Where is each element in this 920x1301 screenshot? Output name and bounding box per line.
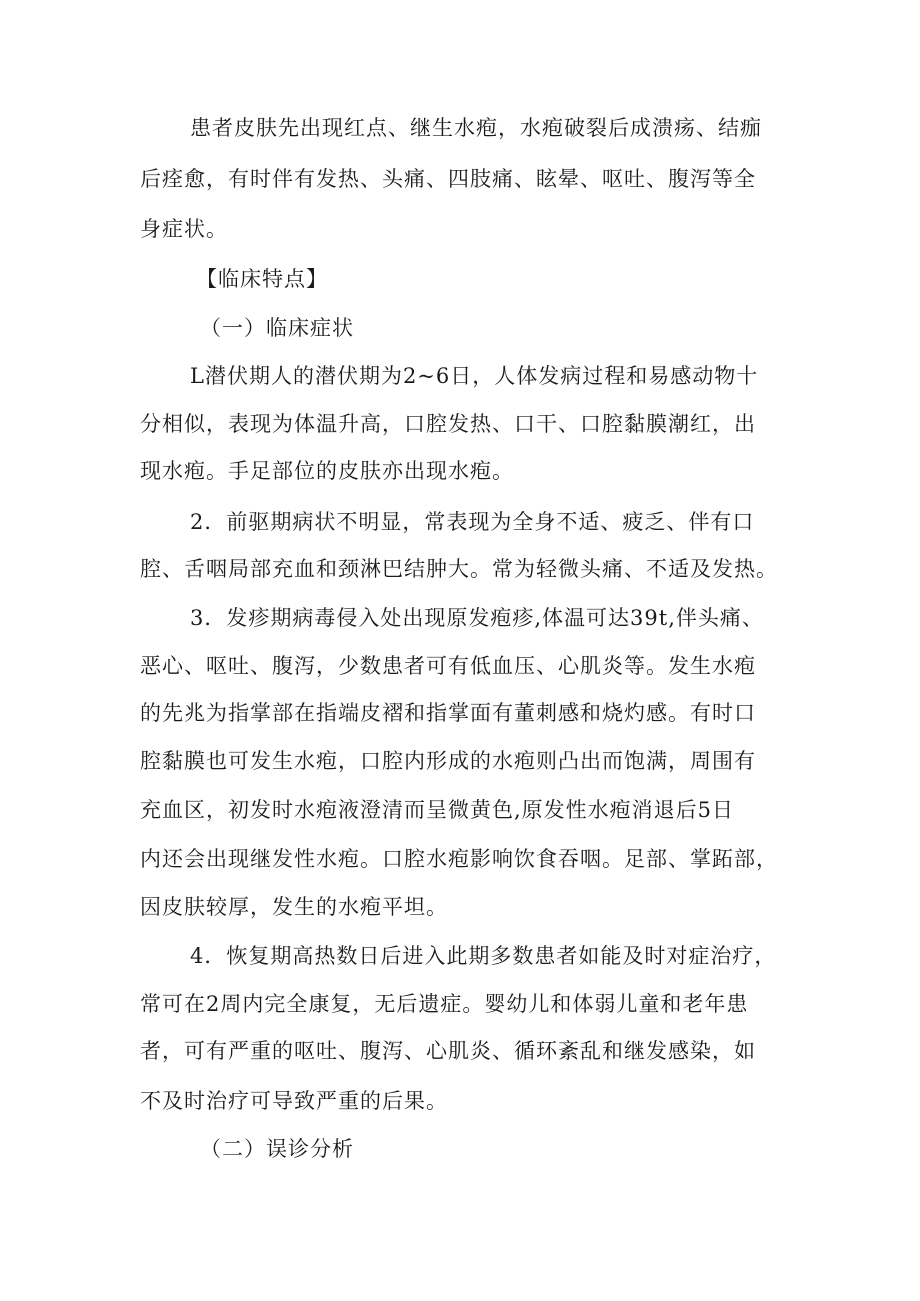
- paragraph-line: 4．恢复期高热数日后进入此期多数患者如能及时对症治疗，: [190, 944, 777, 968]
- paragraph-line: 的先兆为指掌部在指端皮褶和指掌面有董刺感和烧灼感。有时口: [140, 701, 756, 725]
- paragraph-line: 者，可有严重的呕吐、腹泻、心肌炎、循环紊乱和继发感染，如: [140, 1039, 756, 1063]
- paragraph-line: 患者皮肤先出现红点、继生水疱，水疱破裂后成溃疡、结痂: [190, 116, 762, 140]
- paragraph-line: 腔、舌咽局部充血和颈淋巴结肿大。常为轻微头痛、不适及发热。: [140, 557, 778, 581]
- paragraph-line: 内还会出现继发性水疱。口腔水疱影响饮食吞咽。足部、掌跖部，: [140, 847, 778, 871]
- paragraph-line: 腔黏膜也可发生水疱，口腔内形成的水疱则凸出而饱满，周围有: [140, 749, 756, 773]
- paragraph-line: L潜伏期人的潜伏期为2~6日，人体发病过程和易感动物十: [190, 364, 759, 388]
- section-heading: 【临床特点】: [196, 267, 328, 291]
- paragraph-line: 身症状。: [140, 217, 228, 241]
- paragraph-line: 恶心、呕吐、腹泻，少数患者可有低血压、心肌炎等。发生水疱: [140, 654, 756, 678]
- subheading-misdiagnosis-analysis: （二）误诊分析: [200, 1137, 354, 1161]
- paragraph-line: 不及时治疗可导致严重的后果。: [140, 1089, 448, 1113]
- paragraph-line: 后痊愈，有时伴有发热、头痛、四肢痛、眩晕、呕吐、腹泻等全: [140, 167, 756, 191]
- paragraph-line: 现水疱。手足部位的皮肤亦出现水疱。: [140, 459, 514, 483]
- paragraph-line: 2．前驱期病状不明显，常表现为全身不适、疲乏、伴有口: [190, 510, 755, 534]
- paragraph-line: 因皮肤较厚，发生的水疱平坦。: [140, 895, 448, 919]
- paragraph-line: 3．发疹期病毒侵入处出现原发疱疹,体温可达39t,伴头痛、: [190, 606, 764, 630]
- paragraph-line: 常可在2周内完全康复，无后遗症。婴幼儿和体弱儿童和老年患: [140, 992, 749, 1016]
- paragraph-line: 分相似，表现为体温升高，口腔发热、口干、口腔黏膜潮红，出: [140, 412, 756, 436]
- subheading-clinical-symptoms: （一）临床症状: [200, 316, 354, 340]
- paragraph-line: 充血区，初发时水疱液澄清而呈微黄色,原发性水疱消退后5日: [140, 798, 735, 822]
